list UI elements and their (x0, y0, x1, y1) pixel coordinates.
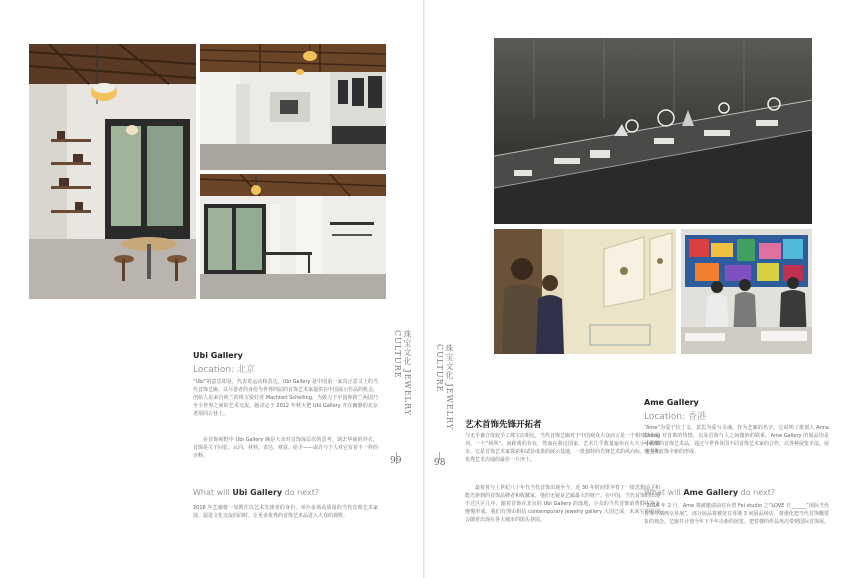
next-answer: “2016 年 2 月，Ame 将被邀请前往台湾 Fei studio 之“LOVE 日______”国际当代首饰与插画交易展”，部分展品将被征在香港 3 间展品场店，将强化把当代首饰概要复的观念。艺廊并计划今年下半年办新的展览，把着楼的作品再次带到国际首饰展。 (644, 503, 830, 525)
gallery-interior-photo-3 (200, 174, 386, 299)
article-title: 艺术首饰先锋开拓者 (465, 420, 542, 430)
gallery-interior-photo-2 (200, 44, 386, 170)
gallery-interior-photo-1 (29, 44, 196, 299)
question-prefix: What will (193, 488, 233, 497)
gallery-name: Ubi Gallery (193, 351, 243, 360)
gallery-location: Location: 北京 (193, 365, 255, 375)
article-body-paragraph-1: 与无手兼合成较手工珠宝店相比，当代首饰艺廊对于中国观众大众而言是一个相对陌生的词，一个“场所”，而距离的存在，然而在我这国家，艺术几乎数量遍布在大大小小的城市，它是首饰艺术家探索和试验成果的展示基地，一批独特的先锋艺术的风向标，也是和优秀艺术沟通的最佳一片净土。 (465, 433, 661, 463)
right-page (425, 0, 850, 578)
question-suffix: do next? (738, 488, 776, 497)
next-question (193, 488, 319, 497)
gallery-location: Location: 香港 (644, 412, 706, 422)
gallery-name: Ame Gallery (644, 398, 699, 407)
vitrine-jewelry-photo (494, 38, 812, 224)
gallery-body-paragraph-1: “Ubi”的意思即是，代表着运动和表达。Ubi Gallery 是中国第一家真正意义上的当代首饰艺廊。以尽善者的身份为世界四届的首饰艺术家提供在中国展示作品的机会，创始人是来自荷兰的珠宝爱好者 Machteit Schelling，为致力于中国和荷兰两国乃至全世界之间的艺术交流。她决定于 2012 年秋天把 Ubi Gallery 开在幽静的北京老胡同古巷上。 (193, 379, 379, 417)
question-gallery-name: Ubi Gallery (232, 488, 283, 497)
page-number: 99 (390, 456, 402, 466)
next-answer: 2016 年艺廊将一如既往以艺术先锋者的身份，举办多场高质量的当代首饰艺术家展，促进文化交流的同时，让更多优秀的首饰艺术品进入大众的视野。 (193, 505, 378, 519)
section-side-label: 珠宝文化 JEWELRY CULTURE (435, 344, 454, 431)
section-side-label: 珠宝文化 JEWELRY CULTURE (393, 330, 412, 417)
question-gallery-name: Ame Gallery (683, 488, 739, 497)
gallery-body-paragraph-1: “Ame”为爱于拉丁文，意思为爱与灵魂。作为艺廊的名字，它说明了策划人 Anna Cheng 对首饰的热情，以及首饰与人之间微妙的联系。Ame Gallery 的展品均是可佩带的首饰艺术品，通过与世界各国不同首饰艺术家的合作，以各种展览手法，展现当代首饰全新的形成。 (644, 425, 830, 455)
visitors-viewing-artwork-photo (494, 229, 676, 354)
article-body-paragraph-2: 最着着与上世纪八十年代当代首饰出现至今，近 30 年时间里孕育了一批思想前卫和能先驱到的首饰品牌者和收藏家，他们无疑是艺廊最大的财产。在中国，当代首饰的出现不过区区几年，随着首饰在北京的 Ubi Gallery 的落地，小众的当代首饰消费群体等金慢慢形成。我们有理由相信 contemporary jewelry gallery 大国已成，未来它的发展会随着出现在各大城市的街头巷尾。 (465, 485, 661, 523)
page-number: 98 (434, 458, 446, 468)
exhibition-room-photo (681, 229, 812, 354)
gallery-body-paragraph-2: 在首饰视野中 Ubi Gallery 确是大众对首饰深层次的思考。调去华丽的外衣，首饰是关于回忆、认同、材料、表达、财富、给予——或许与个人对它有着不一样的诠释。 (193, 437, 379, 459)
next-question (644, 488, 775, 497)
question-prefix: What will (644, 488, 684, 497)
question-suffix: do next? (282, 488, 320, 497)
